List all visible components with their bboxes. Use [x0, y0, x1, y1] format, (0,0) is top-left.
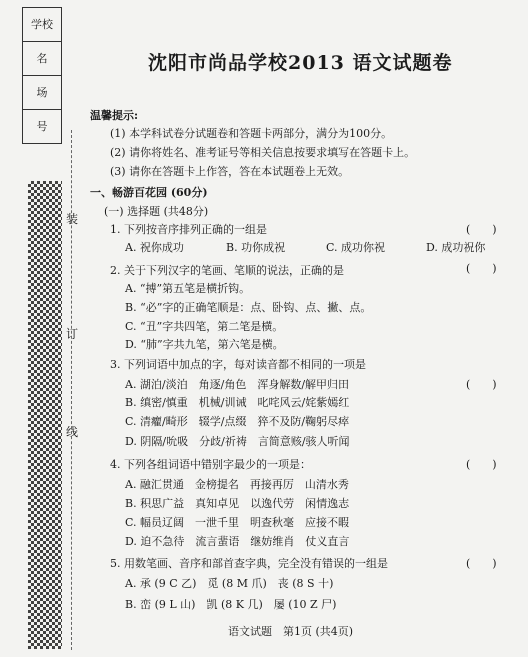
exam-room-label: 场: [22, 75, 62, 109]
option: A. 祝你成功: [125, 241, 184, 254]
name-label: 名: [22, 41, 62, 75]
question-stem: 5. 用数笔画、音序和部首查字典，完全没有错误的一组是: [110, 557, 388, 570]
student-info-column: [22, 7, 62, 144]
option: B. 积思广益 真知卓见 以逸代劳 闲情逸志: [125, 497, 350, 510]
answer-bracket: ( ): [466, 223, 497, 236]
question-stem: 4. 下列各组词语中错别字最少的一项是：: [110, 458, 311, 471]
notice-item: (2) 请你将姓名、准考证号等相关信息按要求填写在答题卡上。: [110, 146, 416, 159]
option: D. 成功祝你: [426, 241, 486, 254]
option: C. 幅员辽阔 一泄千里 明查秋毫 应接不暇: [125, 516, 350, 529]
notice-item: (3) 请你在答题卡上作答，答在本试题卷上无效。: [110, 165, 350, 178]
seat-number-label: 号: [22, 109, 62, 144]
section-heading: 一、畅游百花园 (60分): [90, 186, 208, 199]
binding-word-zhuang: 装: [66, 212, 79, 226]
option: C. 成功你祝: [326, 241, 386, 254]
option: A. 湖泊/淡泊 角逐/角色 浑身解数/解甲归田: [125, 378, 350, 391]
answer-bracket: ( ): [466, 557, 497, 570]
binding-pattern: [28, 181, 62, 649]
option: C. “丑”字共四笔，第二笔是横。: [125, 320, 284, 333]
option: A. “搏”第五笔是横折钩。: [125, 282, 251, 295]
binding-line: [71, 130, 72, 650]
option: A. 融汇贯通 金榜提名 再接再厉 山清水秀: [125, 478, 349, 491]
option: B. 功你成祝: [226, 241, 286, 254]
option: D. 迫不急待 流言蜚语 继妨维肖 仗义直言: [125, 535, 350, 548]
school-label: 学校: [22, 7, 62, 41]
option: D. 阴隔/吮吸 分歧/祈祷 言简意赅/骇人听闻: [125, 435, 350, 448]
option: C. 清癯/畸形 辍学/点缀 猝不及防/鞠躬尽瘁: [125, 415, 350, 428]
subsection-heading: (一) 选择题 (共48分): [104, 205, 209, 218]
binding-word-xian: 线: [66, 425, 79, 439]
answer-bracket: ( ): [466, 458, 497, 471]
option: B. “必”字的正确笔顺是：点、卧钩、点、撇、点。: [125, 301, 372, 314]
question-stem: 3. 下列词语中加点的字，每对读音都不相同的一项是: [110, 358, 366, 371]
option: A. 承 (9 C 乙) 觅 (8 M 爪) 丧 (8 S 十): [125, 577, 334, 590]
notice-item: (1) 本学科试卷分试题卷和答题卡两部分，满分为100分。: [110, 127, 393, 140]
option: B. 缜密/慎重 机械/训诫 叱咤风云/姹紫嫣红: [125, 396, 350, 409]
answer-bracket: ( ): [466, 262, 497, 275]
option: B. 峦 (9 L 山) 凯 (8 K 几) 屡 (10 Z 尸): [125, 598, 337, 611]
answer-bracket: ( ): [466, 378, 497, 391]
binding-word-ding: 订: [66, 327, 79, 341]
option: D. “肺”字共九笔，第六笔是横。: [125, 338, 284, 351]
question-stem: 1. 下列按音序排列正确的一组是: [110, 223, 267, 236]
question-stem: 2. 关于下列汉字的笔画、笔顺的说法，正确的是: [110, 264, 344, 277]
exam-title: 沈阳市尚品学校2013 语文试题卷: [148, 52, 453, 74]
page-footer: 语文试题 第1页 (共4页): [228, 625, 354, 638]
notice-heading: 温馨提示:: [90, 109, 139, 122]
